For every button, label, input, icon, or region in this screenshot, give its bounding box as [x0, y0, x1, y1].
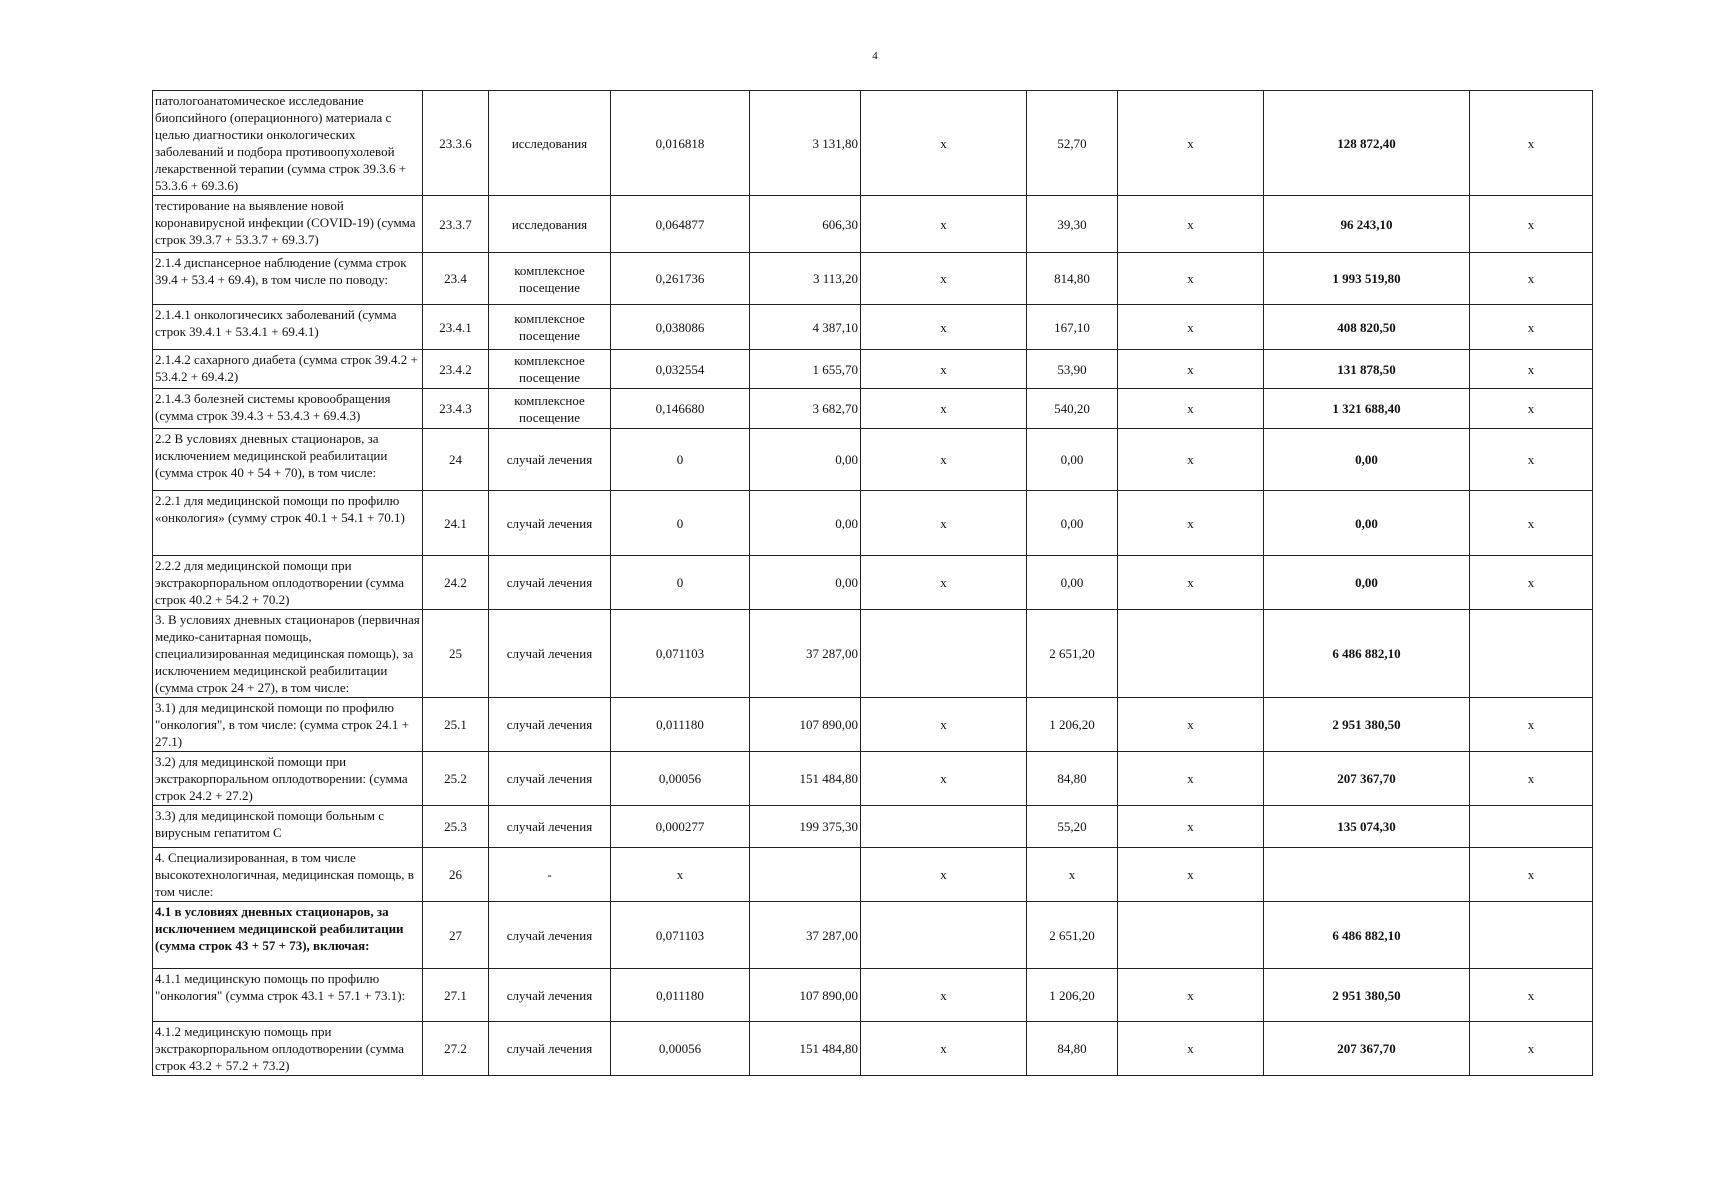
row-sum: 0,00: [1264, 491, 1470, 556]
row-col10: х: [1470, 429, 1593, 491]
row-col8: х: [1118, 806, 1264, 848]
row-col8: х: [1118, 253, 1264, 305]
row-col6: х: [861, 698, 1027, 752]
row-price: 1 655,70: [750, 350, 861, 389]
row-sum: 207 367,70: [1264, 752, 1470, 806]
row-norm: 0,064877: [611, 196, 750, 253]
row-code: 23.4.2: [423, 350, 489, 389]
row-code: 25: [423, 610, 489, 698]
row-price: 0,00: [750, 429, 861, 491]
row-col6: х: [861, 91, 1027, 196]
row-name: 2.2 В условиях дневных стационаров, за исключением медицинской реабилитации (сумма строк 40 + 54 + 70), в том числе:: [153, 429, 423, 491]
table-body: [153, 91, 1593, 1076]
row-col8: х: [1118, 429, 1264, 491]
row-col7: 2 651,20: [1027, 610, 1118, 698]
row-sum: 96 243,10: [1264, 196, 1470, 253]
row-name: 2.1.4.3 болезней системы кровообращения (сумма строк 39.4.3 + 53.4.3 + 69.4.3): [153, 389, 423, 429]
row-col8: х: [1118, 1022, 1264, 1076]
row-col8: х: [1118, 969, 1264, 1022]
row-code: 27.1: [423, 969, 489, 1022]
row-sum: [1264, 848, 1470, 902]
row-col8: х: [1118, 305, 1264, 350]
row-col8: х: [1118, 196, 1264, 253]
row-col10: х: [1470, 491, 1593, 556]
row-norm: 0,011180: [611, 698, 750, 752]
row-col10: х: [1470, 556, 1593, 610]
row-price: 107 890,00: [750, 698, 861, 752]
row-col7: 84,80: [1027, 752, 1118, 806]
row-col6: х: [861, 752, 1027, 806]
row-sum: 1 993 519,80: [1264, 253, 1470, 305]
row-col7: х: [1027, 848, 1118, 902]
row-col10: х: [1470, 91, 1593, 196]
row-price: 4 387,10: [750, 305, 861, 350]
table-row: [153, 253, 1593, 305]
row-col8: х: [1118, 556, 1264, 610]
row-col8: х: [1118, 389, 1264, 429]
row-norm: 0,00056: [611, 1022, 750, 1076]
row-col8: х: [1118, 848, 1264, 902]
row-sum: 128 872,40: [1264, 91, 1470, 196]
row-code: 25.2: [423, 752, 489, 806]
row-col6: х: [861, 253, 1027, 305]
row-sum: 0,00: [1264, 429, 1470, 491]
row-sum: 2 951 380,50: [1264, 698, 1470, 752]
row-col6: [861, 902, 1027, 969]
row-price: 3 131,80: [750, 91, 861, 196]
row-col10: [1470, 806, 1593, 848]
row-name: 4.1.1 медицинскую помощь по профилю "онкология" (сумма строк 43.1 + 57.1 + 73.1):: [153, 969, 423, 1022]
row-name: 2.1.4.2 сахарного диабета (сумма строк 39.4.2 + 53.4.2 + 69.4.2): [153, 350, 423, 389]
row-unit: случай лечения: [489, 556, 611, 610]
row-col6: [861, 610, 1027, 698]
row-col8: х: [1118, 91, 1264, 196]
row-col7: 167,10: [1027, 305, 1118, 350]
row-unit: исследования: [489, 196, 611, 253]
row-norm: 0: [611, 491, 750, 556]
row-col10: х: [1470, 969, 1593, 1022]
row-norm: 0: [611, 429, 750, 491]
row-name: 2.1.4.1 онкологичесикх заболеваний (сумма строк 39.4.1 + 53.4.1 + 69.4.1): [153, 305, 423, 350]
row-unit: -: [489, 848, 611, 902]
row-col7: 540,20: [1027, 389, 1118, 429]
row-col7: 1 206,20: [1027, 698, 1118, 752]
table-row: [153, 698, 1593, 752]
row-col10: х: [1470, 1022, 1593, 1076]
row-col7: 84,80: [1027, 1022, 1118, 1076]
row-price: 0,00: [750, 556, 861, 610]
row-col10: х: [1470, 848, 1593, 902]
row-col8: [1118, 610, 1264, 698]
row-col7: 52,70: [1027, 91, 1118, 196]
row-sum: 131 878,50: [1264, 350, 1470, 389]
row-unit: случай лечения: [489, 429, 611, 491]
row-name: 2.2.2 для медицинской помощи при экстракорпоральном оплодотворении (сумма строк 40.2 + 54.2 + 70.2): [153, 556, 423, 610]
row-unit: комплексное посещение: [489, 305, 611, 350]
row-code: 25.3: [423, 806, 489, 848]
row-code: 23.4: [423, 253, 489, 305]
row-norm: 0,016818: [611, 91, 750, 196]
row-code: 23.3.6: [423, 91, 489, 196]
row-unit: случай лечения: [489, 902, 611, 969]
row-norm: 0,146680: [611, 389, 750, 429]
row-price: 107 890,00: [750, 969, 861, 1022]
row-col7: 0,00: [1027, 429, 1118, 491]
row-col10: [1470, 610, 1593, 698]
row-norm: 0,00056: [611, 752, 750, 806]
table-row: [153, 491, 1593, 556]
row-col6: х: [861, 969, 1027, 1022]
row-sum: 408 820,50: [1264, 305, 1470, 350]
row-sum: 6 486 882,10: [1264, 610, 1470, 698]
table-row: [153, 389, 1593, 429]
row-col6: х: [861, 429, 1027, 491]
row-name: тестирование на выявление новой коронавирусной инфекции (COVID-19) (сумма строк 39.3.7 + 53.3.7 + 69.3.7): [153, 196, 423, 253]
table-row: [153, 752, 1593, 806]
row-col7: 0,00: [1027, 491, 1118, 556]
row-col6: х: [861, 305, 1027, 350]
row-norm: 0,071103: [611, 902, 750, 969]
row-sum: 2 951 380,50: [1264, 969, 1470, 1022]
row-col10: х: [1470, 196, 1593, 253]
row-name: 4.1 в условиях дневных стационаров, за исключением медицинской реабилитации (сумма строк 43 + 57 + 73), включая:: [153, 902, 423, 969]
row-unit: случай лечения: [489, 491, 611, 556]
row-col7: 0,00: [1027, 556, 1118, 610]
row-col7: 53,90: [1027, 350, 1118, 389]
row-col6: х: [861, 556, 1027, 610]
table-row: [153, 429, 1593, 491]
row-sum: 0,00: [1264, 556, 1470, 610]
table-row: [153, 91, 1593, 196]
row-col6: х: [861, 350, 1027, 389]
row-norm: 0,038086: [611, 305, 750, 350]
row-price: 37 287,00: [750, 610, 861, 698]
table-row: [153, 556, 1593, 610]
row-name: 3. В условиях дневных стационаров (первичная медико-санитарная помощь, специализированная медицинская помощь), за исключением медицинской реабилитации (сумма строк 24 + 27), в том числе:: [153, 610, 423, 698]
row-norm: 0,032554: [611, 350, 750, 389]
row-name: патологоанатомическое исследование биопсийного (операционного) материала с целью диагностики онкологических заболеваний и подбора противоопухолевой лекарственной терапии (сумма строк 39.3.6 + 53.3.6 + 69.3.6): [153, 91, 423, 196]
row-col7: 39,30: [1027, 196, 1118, 253]
table-row: [153, 848, 1593, 902]
row-unit: случай лечения: [489, 1022, 611, 1076]
row-price: 151 484,80: [750, 1022, 861, 1076]
row-code: 23.3.7: [423, 196, 489, 253]
row-code: 27: [423, 902, 489, 969]
row-col6: х: [861, 491, 1027, 556]
row-price: 3 113,20: [750, 253, 861, 305]
row-col7: 814,80: [1027, 253, 1118, 305]
row-col10: х: [1470, 350, 1593, 389]
table-row: [153, 1022, 1593, 1076]
row-norm: 0,071103: [611, 610, 750, 698]
row-code: 25.1: [423, 698, 489, 752]
row-code: 24.1: [423, 491, 489, 556]
row-norm: 0,000277: [611, 806, 750, 848]
row-norm: 0,261736: [611, 253, 750, 305]
row-name: 3.1) для медицинской помощи по профилю "онкология", в том числе: (сумма строк 24.1 + 27.1): [153, 698, 423, 752]
row-unit: случай лечения: [489, 806, 611, 848]
row-name: 2.2.1 для медицинской помощи по профилю «онкология» (сумму строк 40.1 + 54.1 + 70.1): [153, 491, 423, 556]
row-col7: 2 651,20: [1027, 902, 1118, 969]
table-row: [153, 350, 1593, 389]
row-unit: случай лечения: [489, 969, 611, 1022]
row-col8: х: [1118, 350, 1264, 389]
row-code: 24.2: [423, 556, 489, 610]
row-name: 4.1.2 медицинскую помощь при экстракорпоральном оплодотворении (сумма строк 43.2 + 57.2 + 73.2): [153, 1022, 423, 1076]
row-col6: х: [861, 1022, 1027, 1076]
row-unit: исследования: [489, 91, 611, 196]
row-col10: х: [1470, 253, 1593, 305]
row-code: 24: [423, 429, 489, 491]
row-name: 4. Специализированная, в том числе высокотехнологичная, медицинская помощь, в том числе:: [153, 848, 423, 902]
row-col6: [861, 806, 1027, 848]
row-col6: х: [861, 196, 1027, 253]
row-sum: 6 486 882,10: [1264, 902, 1470, 969]
row-unit: случай лечения: [489, 698, 611, 752]
table-row: [153, 969, 1593, 1022]
row-price: 151 484,80: [750, 752, 861, 806]
row-unit: случай лечения: [489, 610, 611, 698]
row-col6: х: [861, 848, 1027, 902]
row-code: 26: [423, 848, 489, 902]
row-price: 199 375,30: [750, 806, 861, 848]
row-price: 606,30: [750, 196, 861, 253]
row-col8: х: [1118, 491, 1264, 556]
row-name: 2.1.4 диспансерное наблюдение (сумма строк 39.4 + 53.4 + 69.4), в том числе по поводу:: [153, 253, 423, 305]
row-col10: [1470, 902, 1593, 969]
table-row: [153, 305, 1593, 350]
row-col8: х: [1118, 752, 1264, 806]
row-col7: 55,20: [1027, 806, 1118, 848]
row-col7: 1 206,20: [1027, 969, 1118, 1022]
row-name: 3.3) для медицинской помощи больным с вирусным гепатитом С: [153, 806, 423, 848]
row-name: 3.2) для медицинской помощи при экстракорпоральном оплодотворении: (сумма строк 24.2 + 27.2): [153, 752, 423, 806]
table-row: [153, 902, 1593, 969]
row-code: 27.2: [423, 1022, 489, 1076]
row-col8: [1118, 902, 1264, 969]
row-norm: х: [611, 848, 750, 902]
row-code: 23.4.3: [423, 389, 489, 429]
row-sum: 1 321 688,40: [1264, 389, 1470, 429]
table-row: [153, 806, 1593, 848]
page-number: 4: [872, 50, 878, 62]
table-row: [153, 196, 1593, 253]
row-sum: 135 074,30: [1264, 806, 1470, 848]
row-unit: комплексное посещение: [489, 389, 611, 429]
row-col10: х: [1470, 752, 1593, 806]
row-norm: 0,011180: [611, 969, 750, 1022]
row-col8: х: [1118, 698, 1264, 752]
row-norm: 0: [611, 556, 750, 610]
row-unit: комплексное посещение: [489, 253, 611, 305]
row-price: [750, 848, 861, 902]
row-price: 3 682,70: [750, 389, 861, 429]
row-col10: х: [1470, 389, 1593, 429]
row-unit: случай лечения: [489, 752, 611, 806]
row-col10: х: [1470, 305, 1593, 350]
row-sum: 207 367,70: [1264, 1022, 1470, 1076]
row-unit: комплексное посещение: [489, 350, 611, 389]
row-col6: х: [861, 389, 1027, 429]
tariff-table: [152, 90, 1593, 1076]
row-col10: х: [1470, 698, 1593, 752]
row-code: 23.4.1: [423, 305, 489, 350]
row-price: 37 287,00: [750, 902, 861, 969]
row-price: 0,00: [750, 491, 861, 556]
table-row: [153, 610, 1593, 698]
